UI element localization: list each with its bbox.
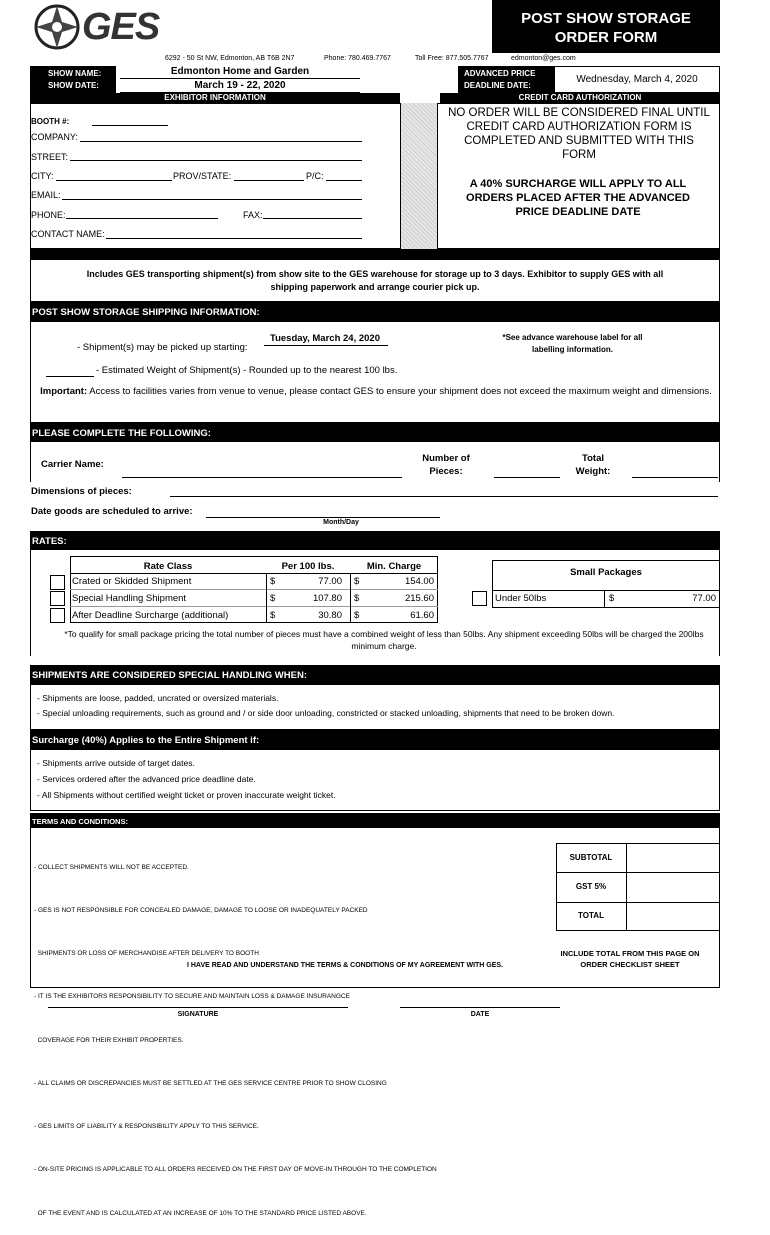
- rate-per: 77.00: [318, 576, 342, 587]
- prov-label: PROV/STATE:: [173, 171, 232, 181]
- rate-row-after-deadline: [72, 610, 438, 621]
- terms-left-border: [30, 828, 31, 988]
- label-note: *See advance warehouse label for all labelling information.: [502, 333, 643, 354]
- pc-label: P/C:: [306, 171, 324, 181]
- rates-row-2-divider: [70, 606, 438, 607]
- small-package-price: 77.00: [692, 593, 716, 604]
- booth-field[interactable]: [92, 125, 168, 126]
- dimensions-label: Dimensions of pieces:: [31, 486, 132, 497]
- show-date-label: SHOW DATE:: [48, 81, 99, 90]
- pieces-label-2: Pieces:: [429, 466, 463, 477]
- term-3-cont: COVERAGE FOR THEIR EXHIBIT PROPERTIES.: [34, 1036, 184, 1044]
- small-package-note: *To qualify for small package pricing the total number of pieces must have a combined weight of less than 50lbs. Any shipment exceeding 50lbs will be charged the 200lbs minimum charge.: [64, 629, 704, 651]
- pickup-label: - Shipment(s) may be picked up starting:: [77, 342, 248, 353]
- small-packages-checkbox[interactable]: [472, 591, 487, 606]
- fax-field[interactable]: [263, 218, 362, 219]
- currency: $: [354, 610, 360, 621]
- pickup-date: Tuesday, March 24, 2020: [269, 333, 380, 344]
- special-handling-checkbox[interactable]: [50, 591, 65, 606]
- complete-left-border: [30, 442, 31, 482]
- city-label: CITY:: [31, 171, 54, 181]
- contact-bar: [165, 55, 605, 65]
- email: edmonton@ges.com: [511, 55, 576, 62]
- rates-header-divider: [70, 573, 438, 574]
- date-label: DATE: [470, 1011, 490, 1018]
- small-col-divider: [604, 590, 605, 608]
- adv-label-2: DEADLINE DATE:: [464, 81, 531, 90]
- term-3: - IT IS THE EXHIBITORS RESPONSIBILITY TO SECURE AND MAINTAIN LOSS & DAMAGE INSURANGCE: [34, 993, 350, 1001]
- street-label: STREET:: [31, 152, 69, 162]
- fax-label: FAX:: [243, 210, 263, 220]
- special-handling-title: SHIPMENTS ARE CONSIDERED SPECIAL HANDLING WHEN:: [30, 665, 720, 684]
- total-label: TOTAL: [578, 911, 604, 920]
- weight-label: [560, 452, 626, 478]
- pickup-date-line: [264, 345, 388, 346]
- company-field[interactable]: [80, 141, 362, 142]
- toll-free: Toll Free: 877.505.7767: [415, 55, 489, 62]
- crated-checkbox[interactable]: [50, 575, 65, 590]
- intro-text: Includes GES transporting shipment(s) from show site to the GES warehouse for storage up to 3 days. Exhibitor to supply GES with all shipping paperwork and arrange courier pick up.: [86, 269, 664, 292]
- small-package-name: Under 50lbs: [495, 593, 547, 604]
- rate-row-special: [72, 593, 438, 604]
- total-field[interactable]: [627, 903, 719, 931]
- contact-field[interactable]: [106, 238, 362, 239]
- term-2-cont: SHIPMENTS OR LOSS OF MERCHANDISE AFTER DELIVERY TO BOOTH: [34, 950, 259, 958]
- phone-field[interactable]: [66, 218, 218, 219]
- signature-label: SIGNATURE: [177, 1011, 219, 1018]
- form-title: [492, 0, 720, 53]
- currency: $: [270, 610, 276, 621]
- ges-logo-icon: [34, 4, 80, 50]
- dimensions-field[interactable]: [170, 496, 718, 497]
- important-body: Access to facilities varies from venue to venue, please contact GES to ensure your shipment does not exceed the maximum weight and dimensions.: [87, 386, 712, 397]
- rates-left-border: [30, 550, 31, 656]
- show-date-value: March 19 - 22, 2020: [120, 80, 360, 93]
- term-5: - GES LIMITS OF LIABILITY & RESPONSIBILITY APPLY TO THIS SERVICE.: [34, 1123, 259, 1131]
- gst-field[interactable]: [627, 873, 719, 902]
- date-field[interactable]: [400, 1007, 560, 1008]
- currency: $: [270, 593, 276, 604]
- special-handling-box: [30, 684, 720, 730]
- pieces-label-1: Number of: [422, 453, 470, 464]
- agree-statement: I HAVE READ AND UNDERSTAND THE TERMS & CONDITIONS OF MY AGREEMENT WITH GES.: [186, 962, 504, 969]
- storage-info-title: POST SHOW STORAGE SHIPPING INFORMATION:: [30, 302, 720, 321]
- booth-label: BOOTH #:: [31, 117, 70, 126]
- small-packages-divider: [492, 590, 720, 591]
- per-100-header: Per 100 lbs.: [281, 561, 335, 572]
- adv-label-1: ADVANCED PRICE: [464, 69, 536, 78]
- thick-divider-1: [30, 249, 720, 259]
- phone-label: PHONE:: [31, 210, 66, 220]
- address: 6292 - 50 St NW, Edmonton, AB T6B 2N7: [165, 55, 295, 62]
- rate-name: Special Handling Shipment: [72, 593, 187, 604]
- important-text: [38, 385, 714, 398]
- currency: $: [354, 576, 360, 587]
- rate-min: 215.60: [404, 593, 434, 604]
- currency: $: [270, 576, 276, 587]
- carrier-field[interactable]: [122, 477, 402, 478]
- arrive-field[interactable]: [206, 517, 440, 518]
- divider-pattern: [400, 103, 438, 249]
- monthday-label: Month/Day: [323, 519, 359, 526]
- rate-min: 61.60: [410, 610, 434, 621]
- rate-name: Crated or Skidded Shipment: [72, 576, 192, 587]
- weight-label-2: Weight:: [575, 466, 611, 477]
- credit-notice: NO ORDER WILL BE CONSIDERED FINAL UNTIL CREDIT CARD AUTHORIZATION FORM IS COMPLETED AND SUBMITTED WITH THIS FORM: [448, 107, 710, 161]
- surcharge-item-1: - Shipments arrive outside of target dates.: [37, 758, 195, 768]
- prov-field[interactable]: [234, 180, 304, 181]
- rate-name: After Deadline Surcharge (additional): [72, 610, 229, 621]
- term-6: - ON-SITE PRICING IS APPLICABLE TO ALL ORDERS RECEIVED ON THE FIRST DAY OF MOVE-IN THROUGH TO THE COMPLETION: [34, 1166, 437, 1174]
- subtotal-label: SUBTOTAL: [569, 853, 613, 862]
- term-1: - COLLECT SHIPMENTS WILL NOT BE ACCEPTED.: [34, 863, 189, 871]
- phone: Phone: 780.469.7767: [324, 55, 391, 62]
- surcharge-item-2: - Services ordered after the advanced price deadline date.: [37, 774, 256, 784]
- rate-class-header: Rate Class: [143, 561, 193, 572]
- exhibitor-info-title: EXHIBITOR INFORMATION: [30, 93, 400, 103]
- pieces-label: [410, 452, 482, 478]
- title-line-2: ORDER FORM: [554, 29, 658, 46]
- weight-label-1: Total: [582, 453, 604, 464]
- rate-row-crated: [72, 576, 438, 587]
- terms-title: TERMS AND CONDITIONS:: [30, 813, 720, 828]
- term-6-cont: OF THE EVENT AND IS CALCULATED AT AN INCREASE OF 10% TO THE STANDARD PRICE LISTED ABOVE.: [34, 1209, 367, 1217]
- carrier-label: Carrier Name:: [41, 459, 104, 470]
- title-line-1: POST SHOW STORAGE: [521, 10, 691, 27]
- rates-row-1-divider: [70, 589, 438, 590]
- complete-title: PLEASE COMPLETE THE FOLLOWING:: [30, 423, 720, 442]
- term-4: - ALL CLAIMS OR DISCREPANCIES MUST BE SETTLED AT THE GES SERVICE CENTRE PRIOR TO SHOW CLOSING: [34, 1079, 387, 1087]
- small-packages-title: Small Packages: [570, 567, 642, 578]
- contact-label: CONTACT NAME:: [31, 229, 105, 239]
- ges-logo: [34, 4, 164, 50]
- show-name-label: SHOW NAME:: [48, 69, 102, 78]
- arrive-label: Date goods are scheduled to arrive:: [31, 506, 193, 517]
- surcharge-title: Surcharge (40%) Applies to the Entire Shipment if:: [30, 730, 720, 749]
- total-weight-field[interactable]: [632, 477, 718, 478]
- term-2: - GES IS NOT RESPONSIBLE FOR CONCEALED DAMAGE, DAMAGE TO LOOSE OR INADEQUATELY PACKED: [34, 907, 368, 915]
- weight-field[interactable]: [46, 376, 94, 377]
- include-total-note: INCLUDE TOTAL FROM THIS PAGE ON ORDER CHECKLIST SHEET: [560, 949, 700, 969]
- subtotal-field[interactable]: [627, 844, 719, 872]
- credit-card-title: CREDIT CARD AUTHORIZATION: [440, 93, 720, 103]
- weight-line: - Estimated Weight of Shipment(s) - Rounded up to the nearest 100 lbs.: [96, 365, 398, 376]
- complete-right-border: [719, 442, 720, 482]
- surcharge-item-3: - All Shipments without certified weight ticket or proven inaccurate weight ticket.: [37, 790, 336, 800]
- rate-per: 30.80: [318, 610, 342, 621]
- currency: $: [354, 593, 360, 604]
- signature-field[interactable]: [48, 1007, 348, 1008]
- special-item-2: - Special unloading requirements, such as ground and / or side door unloading, constricted or stacked unloading, shipments that need to be broken down.: [37, 708, 615, 718]
- surcharge-notice: A 40% SURCHARGE WILL APPLY TO ALL ORDERS PLACED AFTER THE ADVANCED PRICE DEADLINE DATE: [466, 178, 690, 218]
- logo-text: GES: [82, 6, 160, 48]
- adv-labels: [458, 66, 554, 93]
- city-field[interactable]: [56, 180, 172, 181]
- email-field[interactable]: [62, 199, 362, 200]
- special-item-1: - Shipments are loose, padded, uncrated or oversized materials.: [37, 693, 279, 703]
- pieces-field[interactable]: [494, 477, 560, 478]
- email-label: EMAIL:: [31, 190, 61, 200]
- rate-min: 154.00: [404, 576, 434, 587]
- company-label: COMPANY:: [31, 132, 78, 142]
- gst-label: GST 5%: [575, 882, 607, 891]
- street-field[interactable]: [70, 160, 362, 161]
- show-labels: [30, 66, 116, 93]
- rates-title: RATES:: [30, 531, 720, 550]
- important-label: Important:: [40, 386, 88, 397]
- pc-field[interactable]: [326, 180, 362, 181]
- after-deadline-checkbox[interactable]: [50, 608, 65, 623]
- small-currency: $: [609, 593, 615, 604]
- adv-deadline-value: Wednesday, March 4, 2020: [554, 66, 720, 93]
- show-name-value: Edmonton Home and Garden: [120, 66, 360, 79]
- terms-list: [34, 832, 544, 1235]
- min-charge-header: Min. Charge: [366, 561, 422, 572]
- rate-per: 107.80: [312, 593, 342, 604]
